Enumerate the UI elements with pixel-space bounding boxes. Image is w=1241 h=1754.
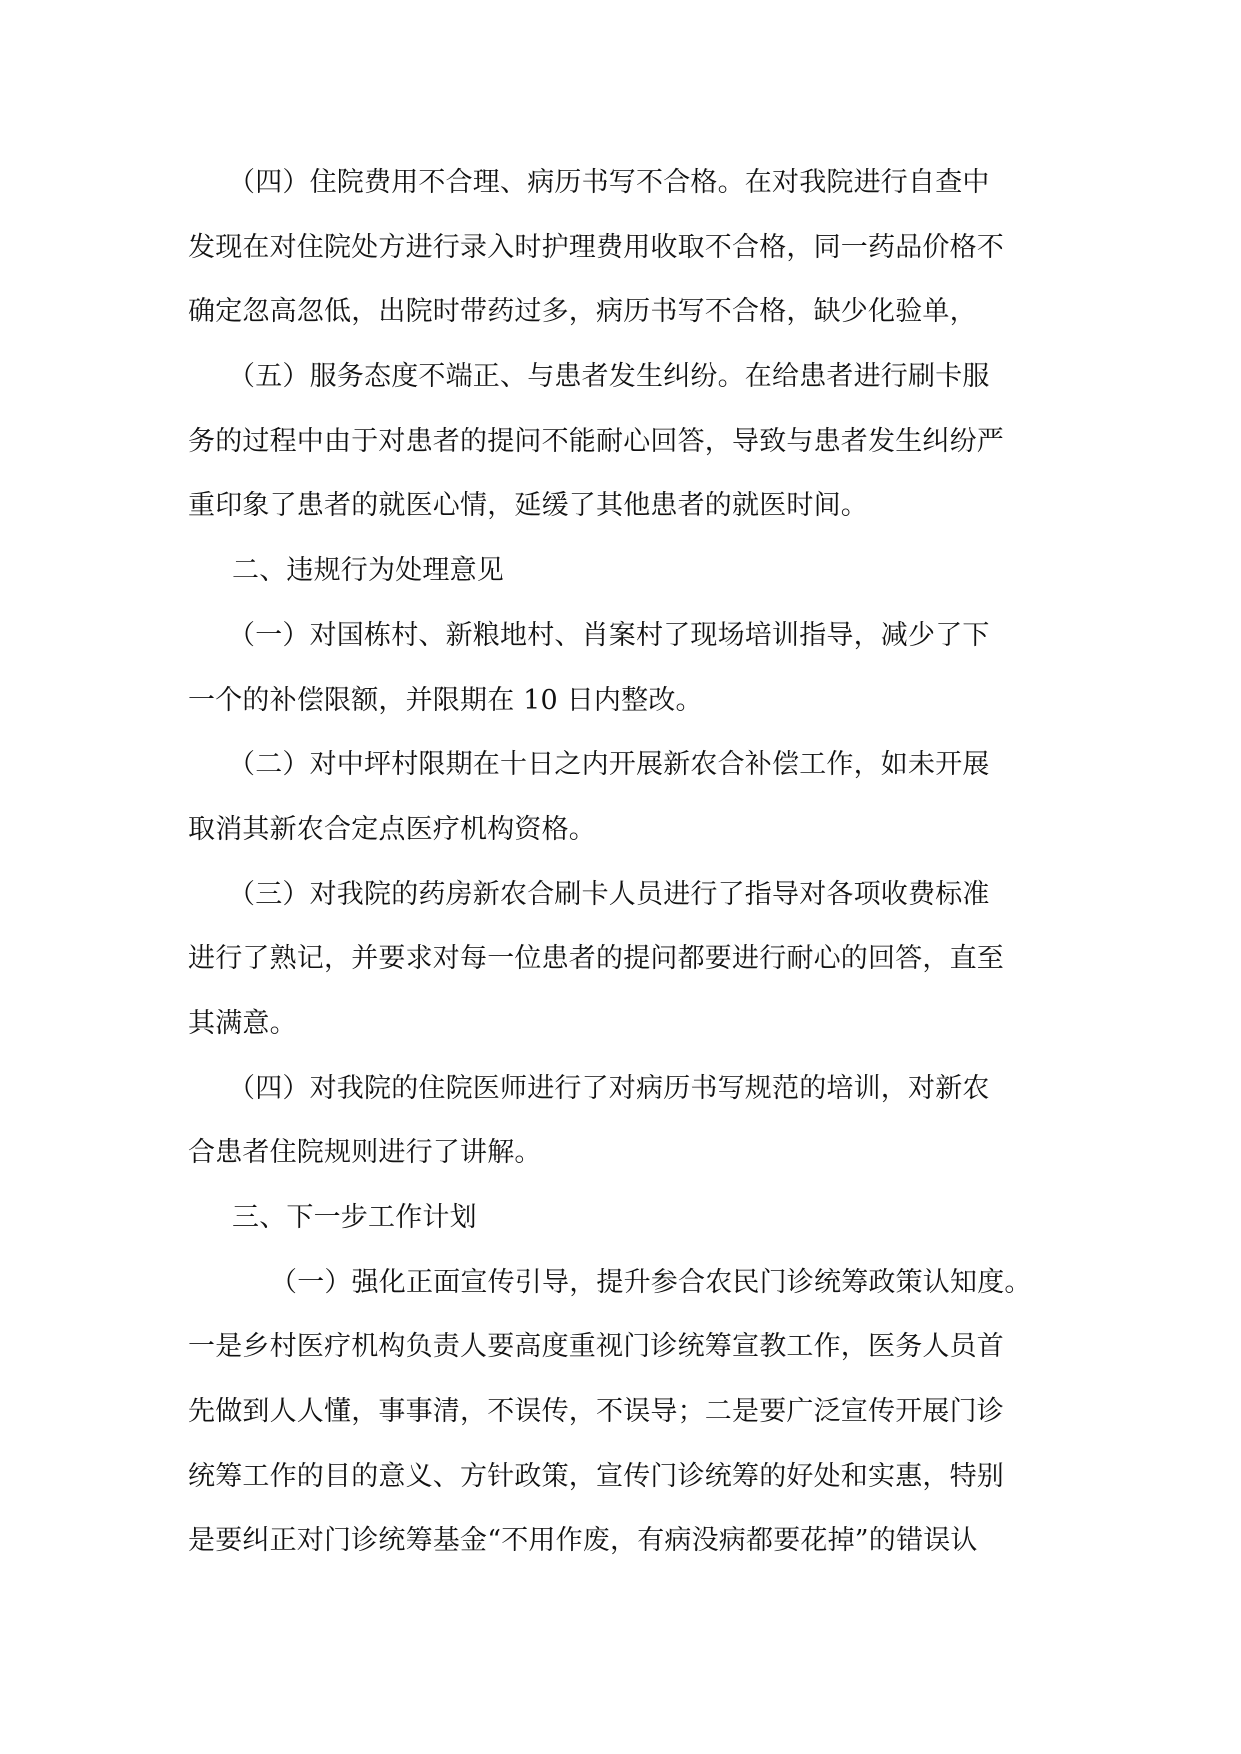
paragraph-line: 重印象了患者的就医心情，延缓了其他患者的就医时间。	[188, 490, 868, 522]
paragraph-line: 确定忽高忽低，出院时带药过多，病历书写不合格，缺少化验单，	[188, 296, 977, 328]
paragraph-line: （五）服务态度不端正、与患者发生纠纷。在给患者进行刷卡服	[228, 361, 990, 393]
paragraph-line: 取消其新农合定点医疗机构资格。	[188, 813, 596, 845]
paragraph-line: （三）对我院的药房新农合刷卡人员进行了指导对各项收费标准	[228, 878, 990, 910]
section-heading: 三、下一步工作计划	[232, 1202, 477, 1233]
paragraph-line: （四）住院费用不合理、病历书写不合格。在对我院进行自查中	[228, 167, 990, 198]
paragraph-line: （一）对国栋村、新粮地村、肖案村了现场培训指导，减少了下	[228, 619, 990, 651]
paragraph-line: 务的过程中由于对患者的提问不能耐心回答，导致与患者发生纠纷严	[188, 425, 1004, 457]
paragraph-line: （二）对中坪村限期在十日之内开展新农合补偿工作，如未开展	[228, 749, 990, 781]
document-body	[188, 151, 1060, 1574]
paragraph-line: （一）强化正面宣传引导，提升参合农民门诊统筹政策认知度。	[270, 1266, 1032, 1298]
paragraph-line: 合患者住院规则进行了讲解。	[188, 1137, 542, 1169]
paragraph-line: 先做到人人懂，事事清，不误传，不误导；二是要广泛宣传开展门诊	[188, 1396, 1004, 1428]
paragraph-line: 其满意。	[188, 1007, 297, 1039]
section-heading: 二、违规行为处理意见	[232, 555, 504, 587]
paragraph-line: 一是乡村医疗机构负责人要高度重视门诊统筹宣教工作，医务人员首	[188, 1331, 1004, 1363]
paragraph-line: 一个的补偿限额，并限期在 10 日内整改。	[188, 684, 703, 716]
paragraph-line: 进行了熟记，并要求对每一位患者的提问都要进行耐心的回答，直至	[188, 943, 1004, 975]
paragraph-line: 统筹工作的目的意义、方针政策，宣传门诊统筹的好处和实惠，特别	[188, 1460, 1004, 1492]
paragraph-line: 发现在对住院处方进行录入时护理费用收取不合格，同一药品价格不	[188, 231, 1004, 263]
paragraph-line: 是要纠正对门诊统筹基金“不用作废，有病没病都要花掉”的错误认	[188, 1525, 978, 1557]
paragraph-line: （四）对我院的住院医师进行了对病历书写规范的培训，对新农	[228, 1072, 990, 1104]
